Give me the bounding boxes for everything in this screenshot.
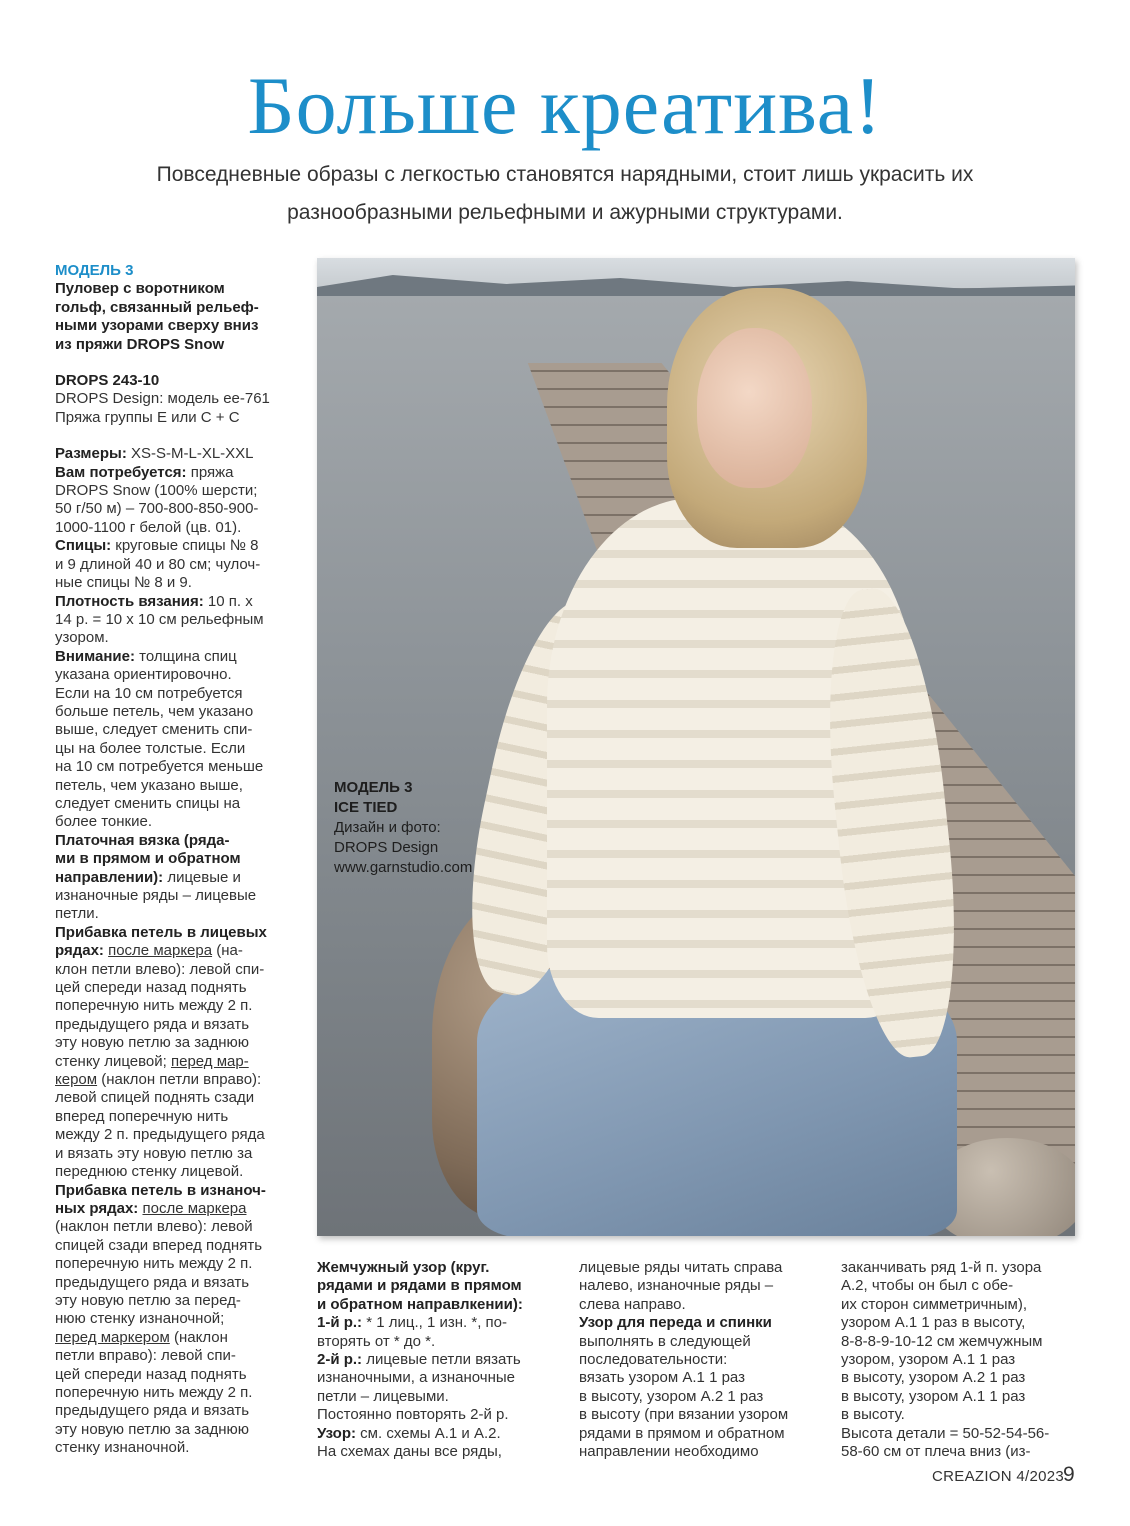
- inc-ws-label: ных рядах:: [55, 1199, 139, 1217]
- text-line: На схемах даны все ряды,: [317, 1443, 502, 1461]
- caption-line: DROPS Design: [334, 839, 439, 856]
- garter-label: ми в прямом и обратном: [55, 850, 241, 868]
- caption-model: МОДЕЛЬ 3: [334, 779, 413, 796]
- text-line: указана ориентировочно.: [55, 666, 232, 684]
- model-photo: [317, 258, 1075, 1236]
- text-line: последовательности:: [579, 1351, 728, 1369]
- text-line: вторять от * до *.: [317, 1332, 436, 1350]
- text-line: предыдущего ряда и вязать: [55, 1015, 250, 1033]
- text-line: вперед поперечную нить: [55, 1107, 229, 1125]
- subtitle-line: Повседневные образы с легкостью становятся нарядными, стоит лишь украсить их: [156, 163, 974, 186]
- garter-label: Платочная вязка (ряда-: [55, 831, 230, 849]
- text-line: цей спереди назад поднять: [55, 979, 247, 997]
- column-2: [579, 1259, 819, 1461]
- text-line: заканчивать ряд 1-й п. узора: [841, 1259, 1042, 1276]
- text-line: налево, изнаночные ряды –: [579, 1277, 774, 1295]
- gauge-label: Плотность вязания:: [55, 592, 204, 610]
- text-line: узором, узором А.1 1 раз: [841, 1351, 1016, 1369]
- text-line: изнаночными, а изнаночные: [317, 1369, 515, 1387]
- text-line: цей спереди назад поднять: [55, 1365, 247, 1383]
- text-line: поперечную нить между 2 п.: [55, 1383, 253, 1401]
- text-line: петли – лицевыми.: [317, 1387, 449, 1405]
- text-line: эту новую петлю за перед-: [55, 1291, 241, 1309]
- text-line: лицевые ряды читать справа: [579, 1259, 783, 1276]
- text-line: в высоту (при вязании узором: [579, 1406, 789, 1424]
- text-line: выше, следует сменить спи-: [55, 721, 253, 739]
- text-line: и 9 длиной 40 и 80 см; чулоч-: [55, 555, 261, 573]
- text-line: Высота детали = 50-52-54-56-: [841, 1424, 1050, 1442]
- magazine-issue: CREAZION 4/2023: [932, 1468, 1065, 1485]
- text-line: DROPS Snow (100% шерсти;: [55, 482, 258, 500]
- text-line: выполнять в следующей: [579, 1332, 751, 1350]
- text-line: направлении необходимо: [579, 1443, 759, 1461]
- text-line: (наклон: [169, 1328, 228, 1346]
- text-line: изнаночные ряды – лицевые: [55, 887, 257, 904]
- text-line: лицевые петли вязать: [362, 1351, 521, 1369]
- text-line: слева направо.: [579, 1295, 686, 1313]
- before-marker-link: перед мар-: [170, 1052, 249, 1070]
- garter-label: направлении):: [55, 868, 164, 886]
- text-line: переднюю стенку лицевой.: [55, 1163, 244, 1181]
- photo-face: [697, 328, 812, 488]
- text-line: в высоту, узором А.1 1 раз: [841, 1387, 1026, 1405]
- text-line: (наклон петли влево): левой: [55, 1218, 253, 1236]
- page-subtitle: [80, 156, 1050, 232]
- need-label: Вам потребуется:: [55, 463, 187, 481]
- sizes-value: XS-S-M-L-XL-XXL: [126, 445, 254, 463]
- text-line: вязать узором А.1 1 раз: [579, 1369, 745, 1387]
- text-line: лицевые и: [163, 868, 241, 886]
- text-line: больше петель, чем указано: [55, 702, 254, 720]
- text-line: в высоту, узором А.2 1 раз: [579, 1387, 764, 1405]
- text-line: спицей сзади вперед поднять: [55, 1236, 263, 1254]
- text-line: петель, чем указано выше,: [55, 776, 243, 794]
- text-line: левой спицей поднять сзади: [55, 1089, 255, 1107]
- text-line: см. схемы А.1 и А.2.: [356, 1424, 501, 1442]
- text-line: узором.: [55, 629, 109, 647]
- text-line: эту новую петлю за заднюю: [55, 1034, 250, 1052]
- text-line: клон петли влево): левой спи-: [55, 960, 265, 978]
- text-line: петли вправо): левой спи-: [55, 1347, 236, 1365]
- before-marker-link: кером: [55, 1071, 98, 1089]
- text-line: в высоту.: [841, 1406, 905, 1424]
- left-column: [55, 262, 295, 1458]
- seed-label: рядами и рядами в прямом: [317, 1277, 522, 1295]
- before-marker-link: перед маркером: [55, 1328, 170, 1346]
- headline-line: гольф, связанный рельеф-: [55, 298, 259, 316]
- sizes-label: Размеры:: [55, 445, 127, 463]
- page-number: 9: [1063, 1463, 1075, 1486]
- text-line: петли.: [55, 905, 99, 923]
- pattern-label: Узор:: [317, 1424, 356, 1442]
- text-line: Постоянно повторять 2-й р.: [317, 1406, 509, 1424]
- text-line: стенку лицевой;: [55, 1052, 171, 1070]
- headline-line: из пряжи DROPS Snow: [55, 335, 225, 353]
- attention-label: Внимание:: [55, 647, 135, 665]
- column-3: [841, 1259, 1071, 1461]
- caption-line: www.garnstudio.com: [334, 859, 473, 876]
- front-back-heading: Узор для переда и спинки: [579, 1314, 772, 1332]
- text-line: на 10 см потребуется меньше: [55, 758, 264, 776]
- text-line: круговые спицы № 8: [111, 537, 259, 555]
- text-line: рядами в прямом и обратном: [579, 1424, 785, 1442]
- text-line: ные спицы № 8 и 9.: [55, 574, 192, 592]
- text-line: предыдущего ряда и вязать: [55, 1273, 250, 1291]
- inc-ws-label: Прибавка петель в изнаноч-: [55, 1181, 266, 1199]
- text-line: 1000-1100 г белой (цв. 01).: [55, 518, 242, 536]
- column-1: [317, 1259, 557, 1461]
- model-label: МОДЕЛЬ 3: [55, 262, 134, 279]
- text-line: 8-8-8-9-10-12 см жемчужным: [841, 1332, 1043, 1350]
- text-line: 14 р. = 10 х 10 см рельефным: [55, 610, 264, 628]
- text-line: пряжа: [186, 463, 234, 481]
- seed-label: и обратном направлкении):: [317, 1295, 523, 1313]
- needles-label: Спицы:: [55, 537, 112, 555]
- caption-line: Дизайн и фото:: [334, 819, 441, 836]
- text-line: (наклон петли вправо):: [97, 1071, 262, 1089]
- design-line: DROPS Design: модель ee-761: [55, 390, 270, 408]
- text-line: предыдущего ряда и вязать: [55, 1402, 250, 1420]
- caption-name: ICE TIED: [334, 799, 398, 816]
- row1-label: 1-й р.:: [317, 1314, 363, 1332]
- text-line: цы на более толстые. Если: [55, 739, 246, 757]
- yarn-group-line: Пряжа группы E или C + C: [55, 408, 240, 426]
- headline-line: Пуловер с воротником: [55, 280, 225, 298]
- model-code: DROPS 243-10: [55, 372, 160, 390]
- text-line: и вязать эту новую петлю за: [55, 1144, 253, 1162]
- text-line: нюю стенку изнаночной;: [55, 1310, 225, 1328]
- text-line: поперечную нить между 2 п.: [55, 1255, 253, 1273]
- row2-label: 2-й р.:: [317, 1351, 363, 1369]
- after-marker-link: после маркера: [108, 942, 213, 960]
- text-line: между 2 п. предыдущего ряда: [55, 1126, 265, 1144]
- text-line: 58-60 см от плеча вниз (из-: [841, 1443, 1031, 1461]
- text-line: следует сменить спицы на: [55, 794, 241, 812]
- text-line: в высоту, узором А.2 1 раз: [841, 1369, 1026, 1387]
- text-line: толщина спиц: [134, 647, 237, 665]
- inc-rs-label: рядах:: [55, 942, 104, 960]
- photo-caption: [334, 778, 514, 878]
- text-line: их сторон симметричным),: [841, 1295, 1028, 1313]
- text-line: поперечную нить между 2 п.: [55, 997, 253, 1015]
- text-line: А.2, чтобы он был с обе-: [841, 1277, 1014, 1295]
- inc-rs-label: Прибавка петель в лицевых: [55, 923, 267, 941]
- headline-line: ными узорами сверху вниз: [55, 317, 259, 335]
- subtitle-line: разнообразными рельефными и ажурными структурами.: [287, 201, 843, 224]
- text-line: Если на 10 см потребуется: [55, 684, 243, 702]
- text-line: 50 г/50 м) – 700-800-850-900-: [55, 500, 259, 518]
- text-line: стенку изнаночной.: [55, 1439, 190, 1457]
- text-line: * 1 лиц., 1 изн. *, по-: [362, 1314, 507, 1332]
- text-line: более тонкие.: [55, 813, 152, 831]
- text-line: узором А.1 1 раз в высоту,: [841, 1314, 1026, 1332]
- seed-label: Жемчужный узор (круг.: [317, 1259, 490, 1276]
- page-title: Больше креатива!: [247, 60, 883, 151]
- text-line: эту новую петлю за заднюю: [55, 1420, 250, 1438]
- after-marker-link: после маркера: [142, 1199, 247, 1217]
- text-line: (на-: [212, 942, 243, 960]
- text-line: 10 п. х: [203, 592, 253, 610]
